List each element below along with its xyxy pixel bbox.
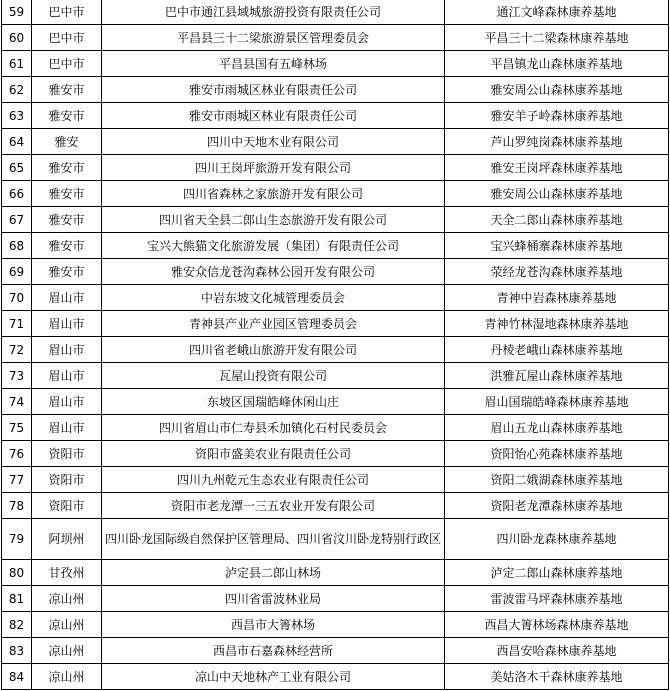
city-cell: 雅安 bbox=[32, 129, 102, 155]
row-number-cell: 80 bbox=[2, 560, 32, 586]
organization-cell: 资阳市盛美农业有限责任公司 bbox=[102, 441, 445, 467]
base-name-cell: 资阳老龙潭森林康养基地 bbox=[445, 493, 669, 519]
organization-cell: 泸定县二郎山林场 bbox=[102, 560, 445, 586]
table-body bbox=[2, 0, 669, 690]
organization-cell: 雅安市雨城区林业有限责任公司 bbox=[102, 77, 445, 103]
row-number-cell: 82 bbox=[2, 612, 32, 638]
base-name-cell: 雷波雷马坪森林康养基地 bbox=[445, 586, 669, 612]
organization-cell: 四川卧龙国际级自然保护区管理局、四川省汶川卧龙特别行政区 bbox=[102, 519, 445, 560]
city-cell: 雅安市 bbox=[32, 259, 102, 285]
table-row bbox=[2, 311, 669, 337]
base-name-cell: 雅安周公山森林康养基地 bbox=[445, 181, 669, 207]
city-cell: 雅安市 bbox=[32, 77, 102, 103]
organization-cell: 中岩东坡文化城管理委员会 bbox=[102, 285, 445, 311]
table-row bbox=[2, 664, 669, 690]
table-row bbox=[2, 363, 669, 389]
organization-cell: 四川中天地木业有限公司 bbox=[102, 129, 445, 155]
base-name-cell: 西昌大箐林场森林康养基地 bbox=[445, 612, 669, 638]
base-name-cell: 宝兴蜂桶寨森林康养基地 bbox=[445, 233, 669, 259]
city-cell: 雅安市 bbox=[32, 207, 102, 233]
row-number-cell: 65 bbox=[2, 155, 32, 181]
city-cell: 凉山州 bbox=[32, 664, 102, 690]
table-row bbox=[2, 25, 669, 51]
city-cell: 眉山市 bbox=[32, 363, 102, 389]
base-name-cell: 眉山国瑞皓峰森林康养基地 bbox=[445, 389, 669, 415]
base-name-cell: 平昌镇龙山森林康养基地 bbox=[445, 51, 669, 77]
base-name-cell: 芦山罗纯岗森林康养基地 bbox=[445, 129, 669, 155]
row-number-cell: 75 bbox=[2, 415, 32, 441]
city-cell: 雅安市 bbox=[32, 103, 102, 129]
organization-cell: 凉山中天地林产工业有限公司 bbox=[102, 664, 445, 690]
organization-cell: 东坡区国瑞皓峰休闲山庄 bbox=[102, 389, 445, 415]
city-cell: 眉山市 bbox=[32, 415, 102, 441]
row-number-cell: 67 bbox=[2, 207, 32, 233]
organization-cell: 四川王岗坪旅游开发有限公司 bbox=[102, 155, 445, 181]
city-cell: 资阳市 bbox=[32, 441, 102, 467]
city-cell: 巴中市 bbox=[32, 0, 102, 25]
table-row bbox=[2, 441, 669, 467]
organization-cell: 雅安众信龙苍沟森林公园开发有限公司 bbox=[102, 259, 445, 285]
row-number-cell: 73 bbox=[2, 363, 32, 389]
table-row bbox=[2, 0, 669, 25]
base-name-cell: 泸定二郎山森林康养基地 bbox=[445, 560, 669, 586]
row-number-cell: 83 bbox=[2, 638, 32, 664]
city-cell: 眉山市 bbox=[32, 389, 102, 415]
row-number-cell: 62 bbox=[2, 77, 32, 103]
row-number-cell: 69 bbox=[2, 259, 32, 285]
organization-cell: 青神县产业产业园区管理委员会 bbox=[102, 311, 445, 337]
table-row bbox=[2, 103, 669, 129]
city-cell: 眉山市 bbox=[32, 285, 102, 311]
base-name-cell: 平昌三十二梁森林康养基地 bbox=[445, 25, 669, 51]
city-cell: 凉山州 bbox=[32, 638, 102, 664]
row-number-cell: 74 bbox=[2, 389, 32, 415]
table-row bbox=[2, 51, 669, 77]
city-cell: 甘孜州 bbox=[32, 560, 102, 586]
organization-cell: 平昌县三十二梁旅游景区管理委员会 bbox=[102, 25, 445, 51]
row-number-cell: 64 bbox=[2, 129, 32, 155]
row-number-cell: 68 bbox=[2, 233, 32, 259]
base-name-cell: 眉山五龙山森林康养基地 bbox=[445, 415, 669, 441]
row-number-cell: 70 bbox=[2, 285, 32, 311]
base-name-cell: 通江文峰森林康养基地 bbox=[445, 0, 669, 25]
table-row bbox=[2, 612, 669, 638]
table-row bbox=[2, 467, 669, 493]
base-name-cell: 青神中岩森林康养基地 bbox=[445, 285, 669, 311]
organization-cell: 四川省雷波林业局 bbox=[102, 586, 445, 612]
city-cell: 资阳市 bbox=[32, 467, 102, 493]
row-number-cell: 60 bbox=[2, 25, 32, 51]
table-row bbox=[2, 389, 669, 415]
base-name-cell: 四川卧龙森林康养基地 bbox=[445, 519, 669, 560]
base-name-cell: 雅安羊子岭森林康养基地 bbox=[445, 103, 669, 129]
organization-cell: 宝兴大熊猫文化旅游发展（集团）有限责任公司 bbox=[102, 233, 445, 259]
base-name-cell: 西昌安哈森林康养基地 bbox=[445, 638, 669, 664]
row-number-cell: 84 bbox=[2, 664, 32, 690]
base-name-cell: 雅安王岗坪森林康养基地 bbox=[445, 155, 669, 181]
organization-cell: 四川省老峨山旅游开发有限公司 bbox=[102, 337, 445, 363]
city-cell: 凉山州 bbox=[32, 586, 102, 612]
row-number-cell: 71 bbox=[2, 311, 32, 337]
base-name-cell: 洪雅瓦屋山森林康养基地 bbox=[445, 363, 669, 389]
base-name-cell: 丹棱老峨山森林康养基地 bbox=[445, 337, 669, 363]
organization-cell: 资阳市老龙潭一三五农业开发有限公司 bbox=[102, 493, 445, 519]
row-number-cell: 76 bbox=[2, 441, 32, 467]
row-number-cell: 81 bbox=[2, 586, 32, 612]
organization-cell: 平昌县国有五峰林场 bbox=[102, 51, 445, 77]
table-row bbox=[2, 77, 669, 103]
city-cell: 巴中市 bbox=[32, 25, 102, 51]
organization-cell: 西昌市大箐林场 bbox=[102, 612, 445, 638]
city-cell: 巴中市 bbox=[32, 51, 102, 77]
row-number-cell: 59 bbox=[2, 0, 32, 25]
table-row bbox=[2, 155, 669, 181]
row-number-cell: 72 bbox=[2, 337, 32, 363]
city-cell: 眉山市 bbox=[32, 337, 102, 363]
organization-cell: 四川省天全县二郎山生态旅游开发有限公司 bbox=[102, 207, 445, 233]
table-row bbox=[2, 586, 669, 612]
table-row bbox=[2, 129, 669, 155]
organization-cell: 巴中市通江县域城旅游投资有限责任公司 bbox=[102, 0, 445, 25]
table-row bbox=[2, 493, 669, 519]
row-number-cell: 63 bbox=[2, 103, 32, 129]
city-cell: 雅安市 bbox=[32, 233, 102, 259]
organization-cell: 四川省眉山市仁寿县禾加镇化石村民委员会 bbox=[102, 415, 445, 441]
base-name-cell: 天全二郎山森林康养基地 bbox=[445, 207, 669, 233]
table-row bbox=[2, 638, 669, 664]
organization-cell: 西昌市石嘉森林经营所 bbox=[102, 638, 445, 664]
base-name-cell: 雅安周公山森林康养基地 bbox=[445, 77, 669, 103]
base-name-cell: 荥经龙苍沟森林康养基地 bbox=[445, 259, 669, 285]
table-row bbox=[2, 233, 669, 259]
forest-health-base-table bbox=[1, 0, 669, 690]
city-cell: 雅安市 bbox=[32, 155, 102, 181]
organization-cell: 四川九州乾元生态农业有限责任公司 bbox=[102, 467, 445, 493]
table-row bbox=[2, 285, 669, 311]
city-cell: 雅安市 bbox=[32, 181, 102, 207]
city-cell: 资阳市 bbox=[32, 493, 102, 519]
table-row bbox=[2, 519, 669, 560]
table-row bbox=[2, 337, 669, 363]
table-row bbox=[2, 181, 669, 207]
city-cell: 眉山市 bbox=[32, 311, 102, 337]
base-name-cell: 青神竹林湿地森林康养基地 bbox=[445, 311, 669, 337]
city-cell: 阿坝州 bbox=[32, 519, 102, 560]
row-number-cell: 61 bbox=[2, 51, 32, 77]
table-row bbox=[2, 415, 669, 441]
row-number-cell: 79 bbox=[2, 519, 32, 560]
city-cell: 凉山州 bbox=[32, 612, 102, 638]
table-row bbox=[2, 259, 669, 285]
table-row bbox=[2, 207, 669, 233]
organization-cell: 四川省森林之家旅游开发有限公司 bbox=[102, 181, 445, 207]
organization-cell: 瓦屋山投资有限公司 bbox=[102, 363, 445, 389]
base-name-cell: 资阳怡心苑森林康养基地 bbox=[445, 441, 669, 467]
base-name-cell: 美姑洛木干森林康养基地 bbox=[445, 664, 669, 690]
row-number-cell: 78 bbox=[2, 493, 32, 519]
base-name-cell: 资阳二娥湖森林康养基地 bbox=[445, 467, 669, 493]
row-number-cell: 66 bbox=[2, 181, 32, 207]
row-number-cell: 77 bbox=[2, 467, 32, 493]
table-row bbox=[2, 560, 669, 586]
organization-cell: 雅安市雨城区林业有限责任公司 bbox=[102, 103, 445, 129]
